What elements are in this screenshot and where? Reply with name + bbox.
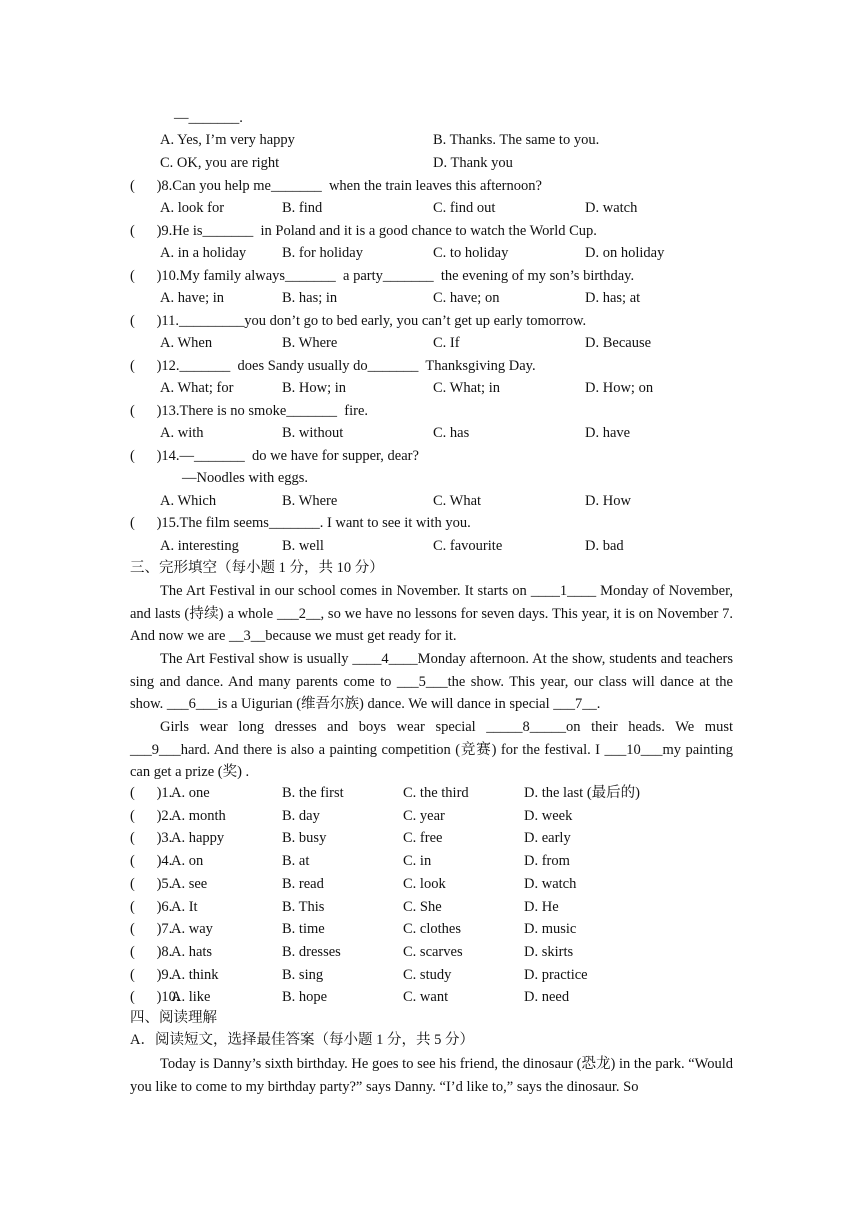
cloze-option-a: A. month bbox=[171, 808, 226, 824]
cloze-option-c: C. study bbox=[403, 967, 452, 983]
cloze-option-b: B. hope bbox=[282, 989, 328, 1005]
option-b: B. Where bbox=[282, 335, 338, 351]
cloze-option-a: A. one bbox=[171, 785, 210, 801]
question-number: ( )12. bbox=[130, 358, 180, 374]
question-8 bbox=[130, 177, 542, 195]
cloze-choice-number: ( )7. bbox=[130, 921, 173, 937]
option-a: A. look for bbox=[160, 200, 225, 216]
cloze-paragraph-1: The Art Festival in our school comes in November. It starts on ____1____ Monday of November, and lasts (持续) a whole ___2__, so we have no lessons for seven days. This year, it is on November 7. And now we are __3__because we must get ready for it. bbox=[130, 583, 733, 644]
option-d: D. How; on bbox=[585, 380, 654, 396]
question-15 bbox=[130, 514, 471, 532]
cloze-option-c: C. year bbox=[403, 808, 445, 824]
cloze-option-a: A. way bbox=[171, 921, 213, 937]
option-c: C. have; on bbox=[433, 290, 500, 306]
question-stem: Can you help me_______ when the train leaves this afternoon? bbox=[172, 178, 542, 194]
cloze-choice-number: ( )4. bbox=[130, 853, 173, 869]
question-stem: _______ does Sandy usually do_______ Thanksgiving Day. bbox=[179, 358, 536, 374]
cloze-option-d: D. the last (最后的) bbox=[524, 785, 640, 801]
option-b: B. for holiday bbox=[282, 245, 363, 261]
question-14-reply: —Noodles with eggs. bbox=[182, 470, 309, 486]
option-a: A. with bbox=[160, 425, 204, 441]
option-b: B. without bbox=[282, 425, 344, 441]
cloze-option-b: B. the first bbox=[282, 785, 344, 801]
cloze-choice-number: ( )2. bbox=[130, 808, 173, 824]
cloze-option-c: C. scarves bbox=[403, 944, 463, 960]
question-stem: _________you don’t go to bed early, you can’t get up early tomorrow. bbox=[179, 313, 587, 329]
section-heading-reading: 四、阅读理解 bbox=[130, 1010, 217, 1026]
question-number: ( )8. bbox=[130, 178, 173, 194]
question-13 bbox=[130, 402, 368, 420]
option-a: A. have; in bbox=[160, 290, 225, 306]
cloze-choice-number: ( )5. bbox=[130, 876, 173, 892]
cloze-option-a: A. It bbox=[171, 899, 198, 915]
cloze-option-a: A. happy bbox=[171, 830, 225, 846]
cloze-option-a: A. think bbox=[171, 967, 219, 983]
cloze-option-d: D. practice bbox=[524, 967, 588, 983]
option-a: A. When bbox=[160, 335, 213, 351]
question-stem: He is_______ in Poland and it is a good chance to watch the World Cup. bbox=[172, 223, 597, 239]
question-stem: My family always_______ a party_______ the evening of my son’s birthday. bbox=[179, 268, 635, 284]
reading-paragraph-1: Today is Danny’s sixth birthday. He goes to see his friend, the dinosaur (恐龙) in the park. “Would you like to come to my birthday party?” says Danny. “I’d like to,” says the dinosaur. So bbox=[130, 1056, 733, 1095]
cloze-option-b: B. This bbox=[282, 899, 325, 915]
option-a: A. in a holiday bbox=[160, 245, 247, 261]
cloze-option-c: C. free bbox=[403, 830, 443, 846]
cloze-option-d: D. from bbox=[524, 853, 570, 869]
option-b: B. has; in bbox=[282, 290, 338, 306]
question-number: ( )10. bbox=[130, 268, 180, 284]
option-b: B. Where bbox=[282, 493, 338, 509]
cloze-option-b: B. at bbox=[282, 853, 310, 869]
cloze-option-d: D. watch bbox=[524, 876, 577, 892]
option-a: A. Which bbox=[160, 493, 217, 509]
cloze-option-b: B. busy bbox=[282, 830, 327, 846]
question-number: ( )11. bbox=[130, 313, 179, 329]
question-9 bbox=[130, 222, 597, 240]
option-d: D. Because bbox=[585, 335, 652, 351]
cloze-option-a: A. hats bbox=[171, 944, 213, 960]
reading-subheading: A．阅读短文，选择最佳答案（每小题 1 分，共 5 分） bbox=[130, 1032, 474, 1048]
question-stem: —_______ do we have for supper, dear? bbox=[179, 448, 419, 464]
question-14 bbox=[130, 447, 419, 465]
option-c: C. What; in bbox=[433, 380, 500, 396]
cloze-option-b: B. dresses bbox=[282, 944, 341, 960]
cloze-option-c: C. clothes bbox=[403, 921, 461, 937]
cloze-option-b: B. read bbox=[282, 876, 324, 892]
option-c: C. has bbox=[433, 425, 470, 441]
question-number: ( )15. bbox=[130, 515, 180, 531]
cloze-choice-number: ( )1. bbox=[130, 785, 173, 801]
option-d: D. bad bbox=[585, 538, 624, 554]
cloze-option-a: A. on bbox=[171, 853, 204, 869]
cloze-option-b: B. sing bbox=[282, 967, 324, 983]
question-number: ( )14. bbox=[130, 448, 180, 464]
option-c: C. favourite bbox=[433, 538, 503, 554]
cloze-option-d: D. week bbox=[524, 808, 573, 824]
question-stem: The film seems_______. I want to see it with you. bbox=[179, 515, 471, 531]
question-number: ( )13. bbox=[130, 403, 180, 419]
option-a: A. interesting bbox=[160, 538, 239, 554]
cloze-choice-number: ( )10. bbox=[130, 989, 180, 1005]
option-d: D. on holiday bbox=[585, 245, 665, 261]
question-12 bbox=[130, 357, 536, 375]
cloze-paragraph-3: Girls wear long dresses and boys wear special _____8_____on their heads. We must ___9___hard. And there is also a painting competition (竞赛) for the festival. I ___10___my painting can get a prize (奖) . bbox=[130, 719, 733, 780]
option-b: B. well bbox=[282, 538, 324, 554]
cloze-choice-number: ( )3. bbox=[130, 830, 173, 846]
option-a: A. What; for bbox=[160, 380, 234, 396]
option-d: D. have bbox=[585, 425, 631, 441]
cloze-option-b: B. day bbox=[282, 808, 320, 824]
cloze-option-c: C. look bbox=[403, 876, 446, 892]
cloze-option-d: D. early bbox=[524, 830, 571, 846]
q7-option-d: D. Thank you bbox=[433, 155, 513, 171]
option-d: D. How bbox=[585, 493, 631, 509]
option-c: C. to holiday bbox=[433, 245, 509, 261]
option-d: D. watch bbox=[585, 200, 638, 216]
option-b: B. find bbox=[282, 200, 323, 216]
cloze-choice-number: ( )9. bbox=[130, 967, 173, 983]
cloze-option-b: B. time bbox=[282, 921, 325, 937]
question-10 bbox=[130, 267, 634, 285]
cloze-option-c: C. She bbox=[403, 899, 442, 915]
cloze-paragraph-2: The Art Festival show is usually ____4____Monday afternoon. At the show, students and teachers sing and dance. And many parents come to ___5___the show. This year, our class will dance at the show. ___6___is a Uigurian (维吾尔族) dance. We will dance in special ___7__. bbox=[130, 651, 733, 712]
option-c: C. If bbox=[433, 335, 460, 351]
cloze-choice-number: ( )8. bbox=[130, 944, 173, 960]
cloze-option-c: C. want bbox=[403, 989, 449, 1005]
cloze-option-d: D. music bbox=[524, 921, 577, 937]
cloze-choice-number: ( )6. bbox=[130, 899, 173, 915]
option-c: C. find out bbox=[433, 200, 496, 216]
section-heading-cloze: 三、完形填空（每小题 1 分，共 10 分） bbox=[130, 560, 384, 576]
option-c: C. What bbox=[433, 493, 482, 509]
question-number: ( )9. bbox=[130, 223, 173, 239]
q7-reply: —_______. bbox=[174, 110, 243, 126]
option-d: D. has; at bbox=[585, 290, 641, 306]
cloze-option-c: C. the third bbox=[403, 785, 469, 801]
cloze-option-d: D. need bbox=[524, 989, 570, 1005]
q7-option-a: A. Yes, I’m very happy bbox=[160, 132, 295, 148]
q7-option-c: C. OK, you are right bbox=[160, 155, 280, 171]
question-11 bbox=[130, 312, 586, 330]
cloze-option-a: A. like bbox=[171, 989, 211, 1005]
cloze-option-d: D. skirts bbox=[524, 944, 574, 960]
q7-option-b: B. Thanks. The same to you. bbox=[433, 132, 600, 148]
cloze-option-d: D. He bbox=[524, 899, 559, 915]
cloze-option-a: A. see bbox=[171, 876, 208, 892]
option-b: B. How; in bbox=[282, 380, 347, 396]
cloze-option-c: C. in bbox=[403, 853, 432, 869]
question-stem: There is no smoke_______ fire. bbox=[179, 403, 369, 419]
